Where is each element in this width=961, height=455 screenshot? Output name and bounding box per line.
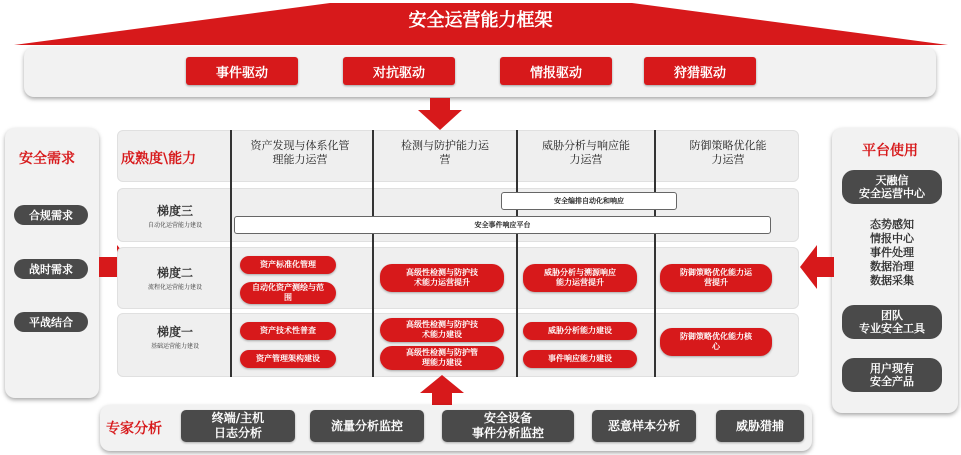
traffic-monitoring-button[interactable]: 流量分析监控 [310,410,424,442]
tier2-subtitle: 流程化运营能力建设 [147,284,202,291]
col-detection-protection: 检测与防护能力运 营 [401,139,489,166]
malware-analysis-button[interactable]: 恶意样本分析 [592,410,696,442]
tier2-label [119,264,231,291]
tier1-title: 梯度一 [156,325,193,339]
tier3-label [119,202,231,229]
incident-response-platform-bar[interactable]: 安全事件响应平台 [234,216,771,234]
need-compliance[interactable]: 合规需求 [14,205,88,225]
tier1-defense-strategy[interactable]: 防御策略优化能力核 心 [660,328,772,356]
tier1-detection-tech[interactable]: 高级性检测与防护技 术能力建设 [380,318,504,342]
tier2-threat-analysis[interactable]: 威胁分析与溯源响应 能力运营提升 [523,264,637,292]
column-divider-1 [230,130,232,377]
tier3-title: 梯度三 [156,204,193,218]
tier2-asset-mapping[interactable]: 自动化资产测绘与范 围 [240,282,336,304]
tier2-asset-standardization[interactable]: 资产标准化管理 [240,256,336,274]
need-combined[interactable]: 平战结合 [14,312,88,332]
down-arrow-top [418,98,462,130]
tier3-subtitle: 自动化运营能力建设 [147,222,202,229]
security-needs-title: 安全需求 [19,151,75,167]
column-divider-4 [654,130,656,377]
tier2-title: 梯度二 [156,266,193,280]
soar-bar[interactable]: 安全编排自动化和响应 [501,192,677,210]
platform-capabilities: 态势感知 情报中心 事件处理 数据治理 数据采集 [870,218,914,287]
platform-topsec-soc[interactable]: 天融信 安全运营中心 [842,170,942,204]
need-wartime[interactable]: 战时需求 [14,259,88,279]
driver-hunting-button[interactable]: 狩猎驱动 [644,57,756,85]
tier1-asset-survey[interactable]: 资产技术性普查 [240,322,336,340]
framework-title: 安全运营能力框架 [408,10,553,31]
tier2-detection-tech[interactable]: 高级性检测与防护技 术能力运营提升 [380,264,504,292]
tier1-subtitle: 基础运营能力建设 [150,343,199,350]
platform-title: 平台使用 [862,143,918,159]
tier1-detection-mgmt[interactable]: 高级性检测与防护管 理能力建设 [380,346,504,370]
threat-hunting-button[interactable]: 威胁猎捕 [716,410,804,442]
maturity-capability-label: 成熟度\能力 [121,151,197,167]
column-divider-3 [516,130,518,377]
endpoint-log-analysis-button[interactable]: 终端/主机 日志分析 [181,410,295,442]
tier1-incident-response[interactable]: 事件响应能力建设 [523,350,637,368]
col-threat-analysis: 威胁分析与响应能 力运营 [542,139,630,166]
expert-analysis-title: 专家分析 [106,421,162,437]
platform-team-tools[interactable]: 团队 专业安全工具 [842,305,942,339]
platform-existing-products[interactable]: 用户现有 安全产品 [842,358,942,392]
security-device-monitoring-button[interactable]: 安全设备 事件分析监控 [442,410,574,442]
column-divider-2 [372,130,374,377]
tier1-threat-analysis[interactable]: 威胁分析能力建设 [523,322,637,340]
driver-intel-button[interactable]: 情报驱动 [500,57,612,85]
driver-adversarial-button[interactable]: 对抗驱动 [343,57,455,85]
tier1-asset-architecture[interactable]: 资产管理架构建设 [240,350,336,368]
driver-event-button[interactable]: 事件驱动 [186,57,298,85]
tier1-label [119,323,231,350]
left-arrow-right [800,245,834,289]
tier2-defense-strategy[interactable]: 防御策略优化能力运 营提升 [660,264,772,292]
drivers-panel [24,47,936,97]
col-defense-strategy: 防御策略优化能 力运营 [689,139,767,166]
up-arrow-bottom [420,375,464,407]
col-asset-management: 资产发现与体系化管 理能力运营 [250,139,350,166]
